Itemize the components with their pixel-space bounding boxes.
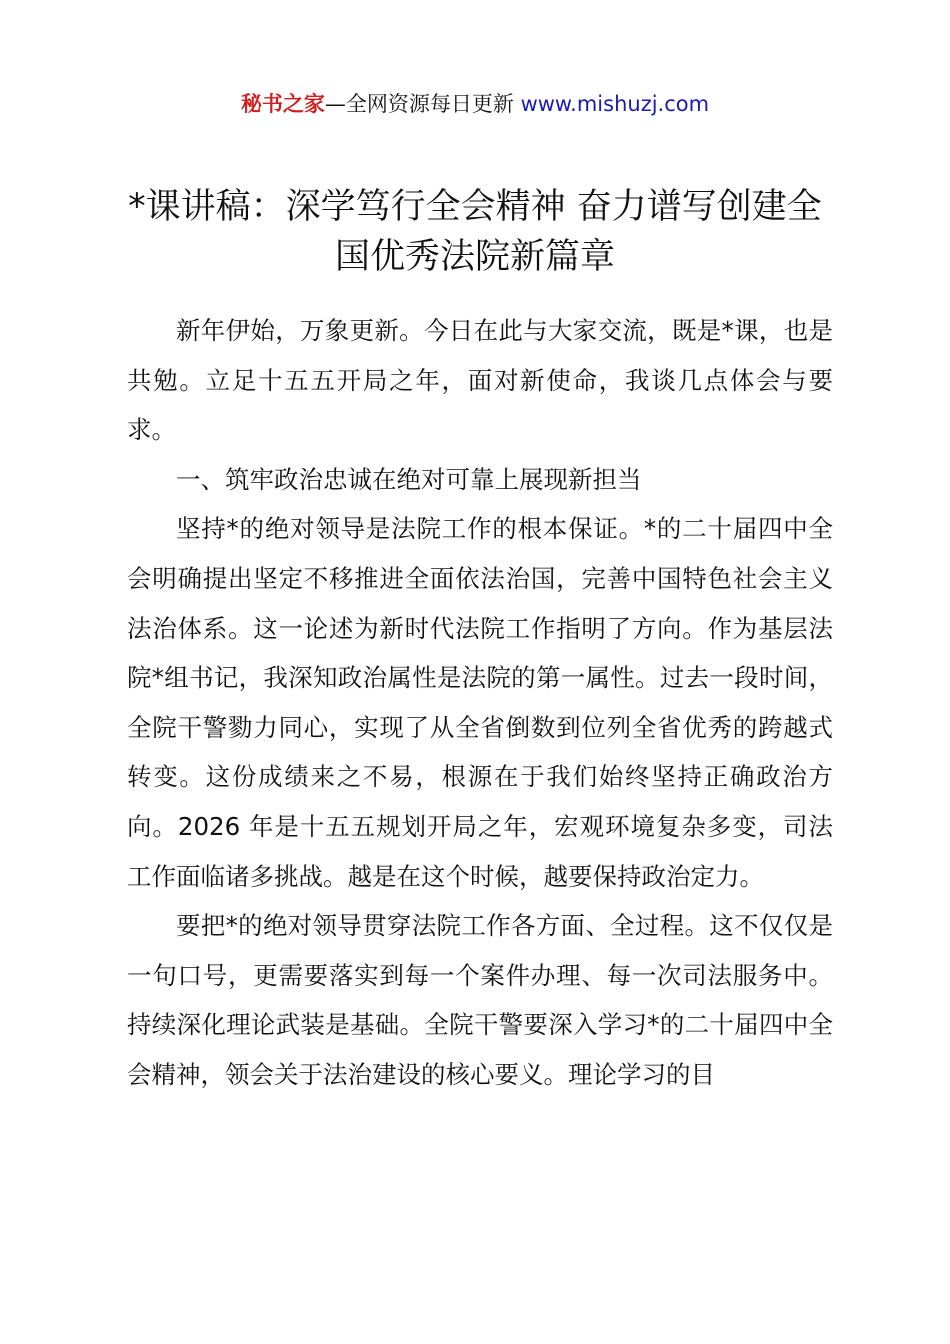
title-line-1: *课讲稿：深学笃行全会精神 奋力谱写创建全: [128, 187, 822, 227]
paragraph-2: 坚持*的绝对领导是法院工作的根本保证。*的二十届四中全会明确提出坚定不移推进全面依法治国，完善中国特色社会主义法治体系。这一论述为新时代法院工作指明了方向。作为基层法院*组书记，我深知政治属性是法院的第一属性。过去一段时间，全院干警勠力同心，实现了从全省倒数到位列全省优秀的跨越式转变。这份成绩来之不易，根源在于我们始终坚持正确政治方向。2026 年是十五五规划开局之年，宏观环境复杂多变，司法工作面临诸多挑战。越是在这个时候，越要保持政治定力。: [127, 514, 833, 891]
site-header: [0, 88, 950, 120]
document-title: [100, 182, 850, 282]
title-line-2: 国优秀法院新篇章: [334, 237, 615, 277]
site-url-link[interactable]: www.mishuzj.com: [520, 92, 710, 116]
section-heading-1: 一、筑牢政治忠诚在绝对可靠上展现新担当: [176, 464, 642, 494]
paragraph-intro: 新年伊始，万象更新。今日在此与大家交流，既是*课，也是共勉。立足十五五开局之年，面对新使命，我谈几点体会与要求。: [127, 316, 833, 445]
document-body: [127, 306, 833, 1100]
site-brand: 秘书之家: [240, 92, 325, 116]
site-tagline: —全网资源每日更新: [324, 92, 514, 116]
paragraph-3: 要把*的绝对领导贯穿法院工作各方面、全过程。这不仅仅是一句口号，更需要落实到每一个案件办理、每一次司法服务中。持续深化理论武装是基础。全院干警要深入学习*的二十届四中全会精神，领会关于法治建设的核心要义。理论学习的目: [127, 911, 833, 1089]
